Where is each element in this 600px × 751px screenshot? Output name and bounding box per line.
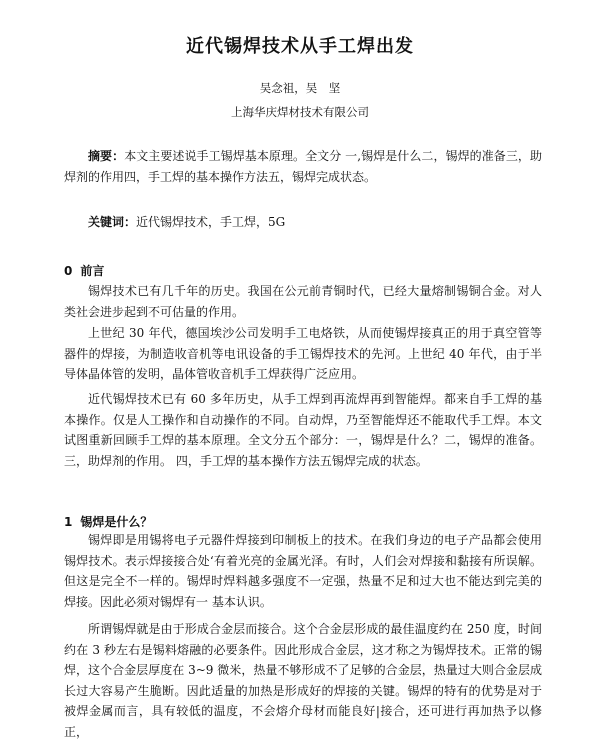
section-0-title: 前言: [80, 264, 105, 278]
affiliation: 上海华庆焊材技术有限公司: [231, 105, 369, 119]
keywords-text: 近代锡焊技术，手工焊，5G: [136, 215, 286, 229]
section-0-number: 0: [64, 264, 73, 278]
paragraph: 锡焊技术已有几千年的历史。我国在公元前青铜时代，已经大量熔制锡铜合金。对人类社会进步起到不可估量的作用。: [64, 284, 542, 319]
paragraph: 所谓锡焊就是由于形成合金层而接合。这个合金层形成的最佳温度约在 250 度，时间约在 3 秒左右是锡料熔融的必要条件。因此形成合金层，这才称之为锡焊技术。正常的锡焊，这个合金层厚度在 3~9 微米，热量不够形成不了足够的合金层，热量过大则合金层成长过大容易产生脆断。因此适量的加热是形成好的焊接的关键。锡焊的特有的优势是对于被焊金属而言，具有较低的温度，不会熔介母材而能良好|接合，还可进行再加热予以修正，: [64, 622, 542, 739]
keywords-label: 关键词：: [88, 215, 137, 229]
section-1-heading: [64, 513, 152, 530]
abstract-label: 摘要：: [88, 149, 125, 163]
section-0-heading: [64, 262, 104, 279]
authors: 吴念祖，吴 坚: [259, 81, 341, 95]
paragraph: 锡焊即是用锡将电子元器件焊接到印制板上的技术。在我们身边的电子产品都会使用锡焊技术。表示焊接接合处‘有着光亮的金属光泽。有时，人们会对焊接和黏接有所误解。但这是完全不一样的。锡焊时焊料越多强度不一定强，热量不足和过大也不能达到完美的焊接。因此必须对锡焊有一 基本认识。: [64, 533, 542, 609]
keywords: [64, 212, 542, 233]
abstract: [64, 146, 542, 187]
paragraph: 上世纪 30 年代，德国埃沙公司发明手工电烙铁，从而使锡焊接真正的用于真空管等器件的焊接，为制造收音机等电讯设备的手工锡焊技术的先河。上世纪 40 年代，由于半导体晶体管的发明，晶体管收音机手工焊获得广泛应用。: [64, 326, 542, 381]
paragraph: 近代锡焊技术已有 60 多年历史，从手工焊到再流焊再到智能焊。都来自手工焊的基本操作。仅是人工操作和自动操作的不同。自动焊，乃至智能焊还不能取代手工焊。本文试图重新回顾手工焊的基本原理。全文分五个部分：一，锡焊是什么？二，锡焊的准备。三，助焊剂的作用。 四，手工焊的基本操作方法五锡焊完成的状态。: [64, 392, 542, 468]
section-1-title: 锡焊是什么？: [80, 515, 153, 529]
abstract-text: 本文主要述说手工锡焊基本原理。全文分 一,锡焊是什么二，锡焊的准备三，助焊剂的作用四，手工焊的基本操作方法五，锡焊完成状态。: [64, 149, 542, 184]
section-1-number: 1: [64, 515, 73, 529]
paper-title: 近代锡焊技术从手工焊出发: [186, 36, 414, 57]
